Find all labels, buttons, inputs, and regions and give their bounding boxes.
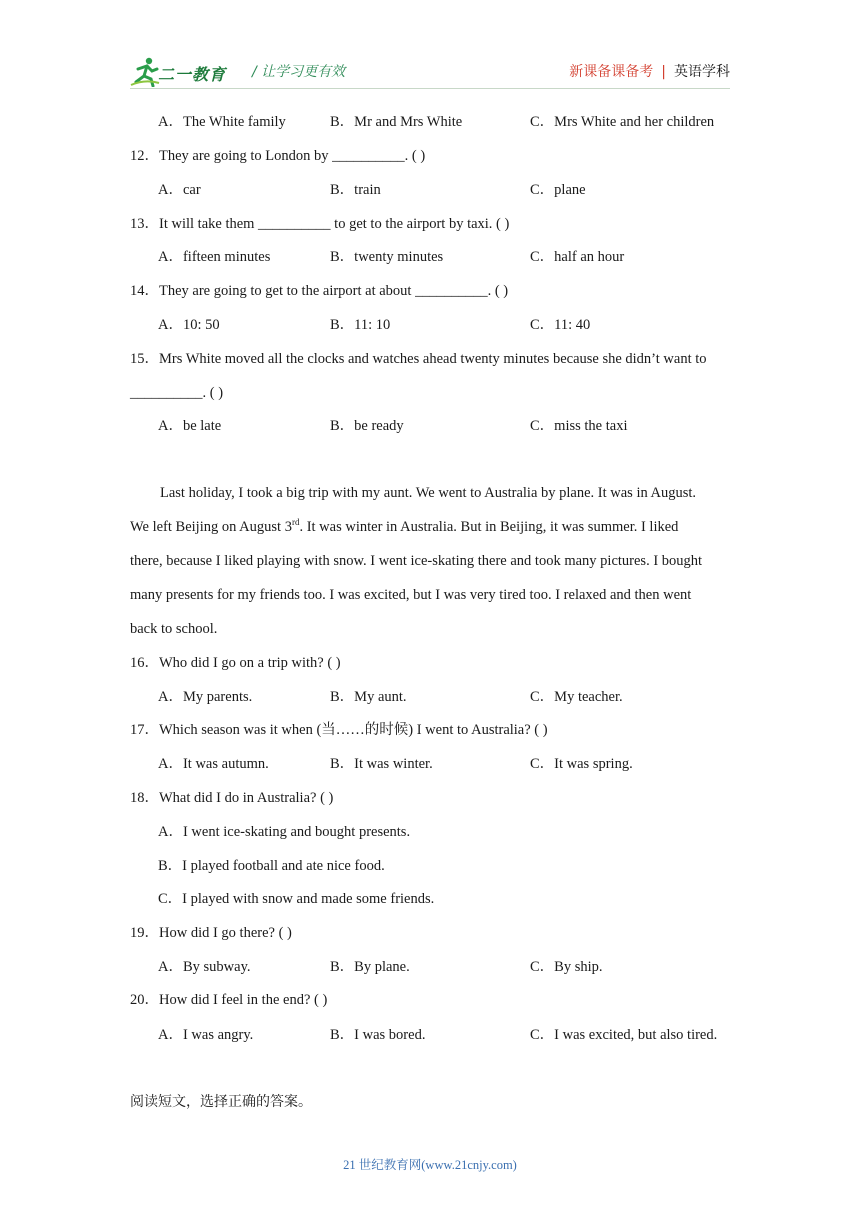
header-course-label: 新课备课备考	[569, 64, 654, 80]
page-header	[130, 55, 730, 91]
q18-question: 18．What did I do in Australia? ( )	[130, 790, 334, 806]
q13-option-b: B．twenty minutes	[330, 249, 444, 265]
page-footer: 21 世纪教育网(www.21cnjy.com)	[343, 1158, 517, 1172]
q16-option-b: B．My aunt.	[330, 689, 407, 705]
q16-question: 16．Who did I go on a trip with? ( )	[130, 655, 341, 671]
q19-option-a: A．By subway.	[158, 959, 251, 975]
q15-option-c: C．miss the taxi	[530, 418, 628, 434]
passage-line-2	[130, 510, 732, 544]
q14-option-a: A．10: 50	[158, 317, 220, 333]
runner-icon	[130, 55, 160, 87]
q16-option-c: C．My teacher.	[530, 689, 623, 705]
q20-option-a: A．I was angry.	[158, 1027, 254, 1043]
q15-option-b: B．be ready	[330, 418, 404, 434]
q17-option-c: C．It was spring.	[530, 756, 633, 772]
passage-line-5: back to school.	[130, 621, 218, 637]
q12-option-c: C．plane	[530, 182, 586, 198]
header-subject-label: 英语学科	[674, 64, 730, 80]
q19-option-b: B．By plane.	[330, 959, 410, 975]
q16-option-a: A．My parents.	[158, 689, 253, 705]
header-divider	[130, 88, 730, 89]
q14-option-b: B．11: 10	[330, 317, 391, 333]
q12-question: 12．They are going to London by __________. ( )	[130, 148, 426, 164]
ordinal-suffix: rd	[291, 517, 300, 528]
q12-option-a: A．car	[158, 182, 201, 198]
passage-line-4: many presents for my friends too. I was excited, but I was very tired too. I relaxed and then went	[130, 587, 692, 603]
passage-line-3: there, because I liked playing with snow. I went ice-skating there and took many pictures. I bought	[130, 553, 703, 569]
q20-option-b: B．I was bored.	[330, 1027, 426, 1043]
q19-question: 19．How did I go there? ( )	[130, 925, 292, 941]
logo	[130, 55, 240, 89]
q18-option-c: C．I played with snow and made some friends.	[158, 891, 435, 907]
q12-option-b: B．train	[330, 182, 381, 198]
q17-option-a: A．It was autumn.	[158, 756, 269, 772]
q11-option-c: C．Mrs White and her children	[530, 114, 715, 130]
q13-option-a: A．fifteen minutes	[158, 249, 271, 265]
q13-question: 13．It will take them __________ to get to the airport by taxi. ( )	[130, 216, 510, 232]
q14-option-c: C．11: 40	[530, 317, 591, 333]
header-subject	[569, 61, 730, 81]
q11-option-b: B．Mr and Mrs White	[330, 114, 463, 130]
section-instruction: 阅读短文，选择正确的答案。	[130, 1094, 312, 1110]
passage-line-1: Last holiday, I took a big trip with my aunt. We went to Australia by plane. It was in August.	[160, 485, 697, 501]
passage-line-2-end: . It was winter in Australia. But in Beijing, it was summer. I liked	[299, 519, 679, 535]
q20-option-c: C．I was excited, but also tired.	[530, 1027, 718, 1043]
q19-option-c: C．By ship.	[530, 959, 603, 975]
q17-question: 17．Which season was it when (当……的时候) I went to Australia? ( )	[130, 722, 548, 738]
q13-option-c: C．half an hour	[530, 249, 625, 265]
q15-question-line2: __________. ( )	[130, 385, 224, 401]
q18-option-b: B．I played football and ate nice food.	[158, 858, 385, 874]
reading-passage	[130, 476, 732, 646]
q18-option-a: A．I went ice-skating and bought presents.	[158, 824, 411, 840]
q17-option-b: B．It was winter.	[330, 756, 433, 772]
q15-option-a: A．be late	[158, 418, 222, 434]
q14-question: 14．They are going to get to the airport at about __________. ( )	[130, 283, 509, 299]
logo-text: 二一教育	[158, 65, 227, 84]
slogan: / 让学习更有效	[252, 64, 346, 80]
header-separator: |	[661, 64, 666, 80]
passage-line-2-start: We left Beijing on August 3	[130, 519, 292, 535]
q15-question-line1: 15．Mrs White moved all the clocks and watches ahead twenty minutes because she didn’t want to	[130, 351, 707, 367]
q11-option-a: A．The White family	[158, 114, 286, 130]
q20-question: 20．How did I feel in the end? ( )	[130, 992, 328, 1008]
